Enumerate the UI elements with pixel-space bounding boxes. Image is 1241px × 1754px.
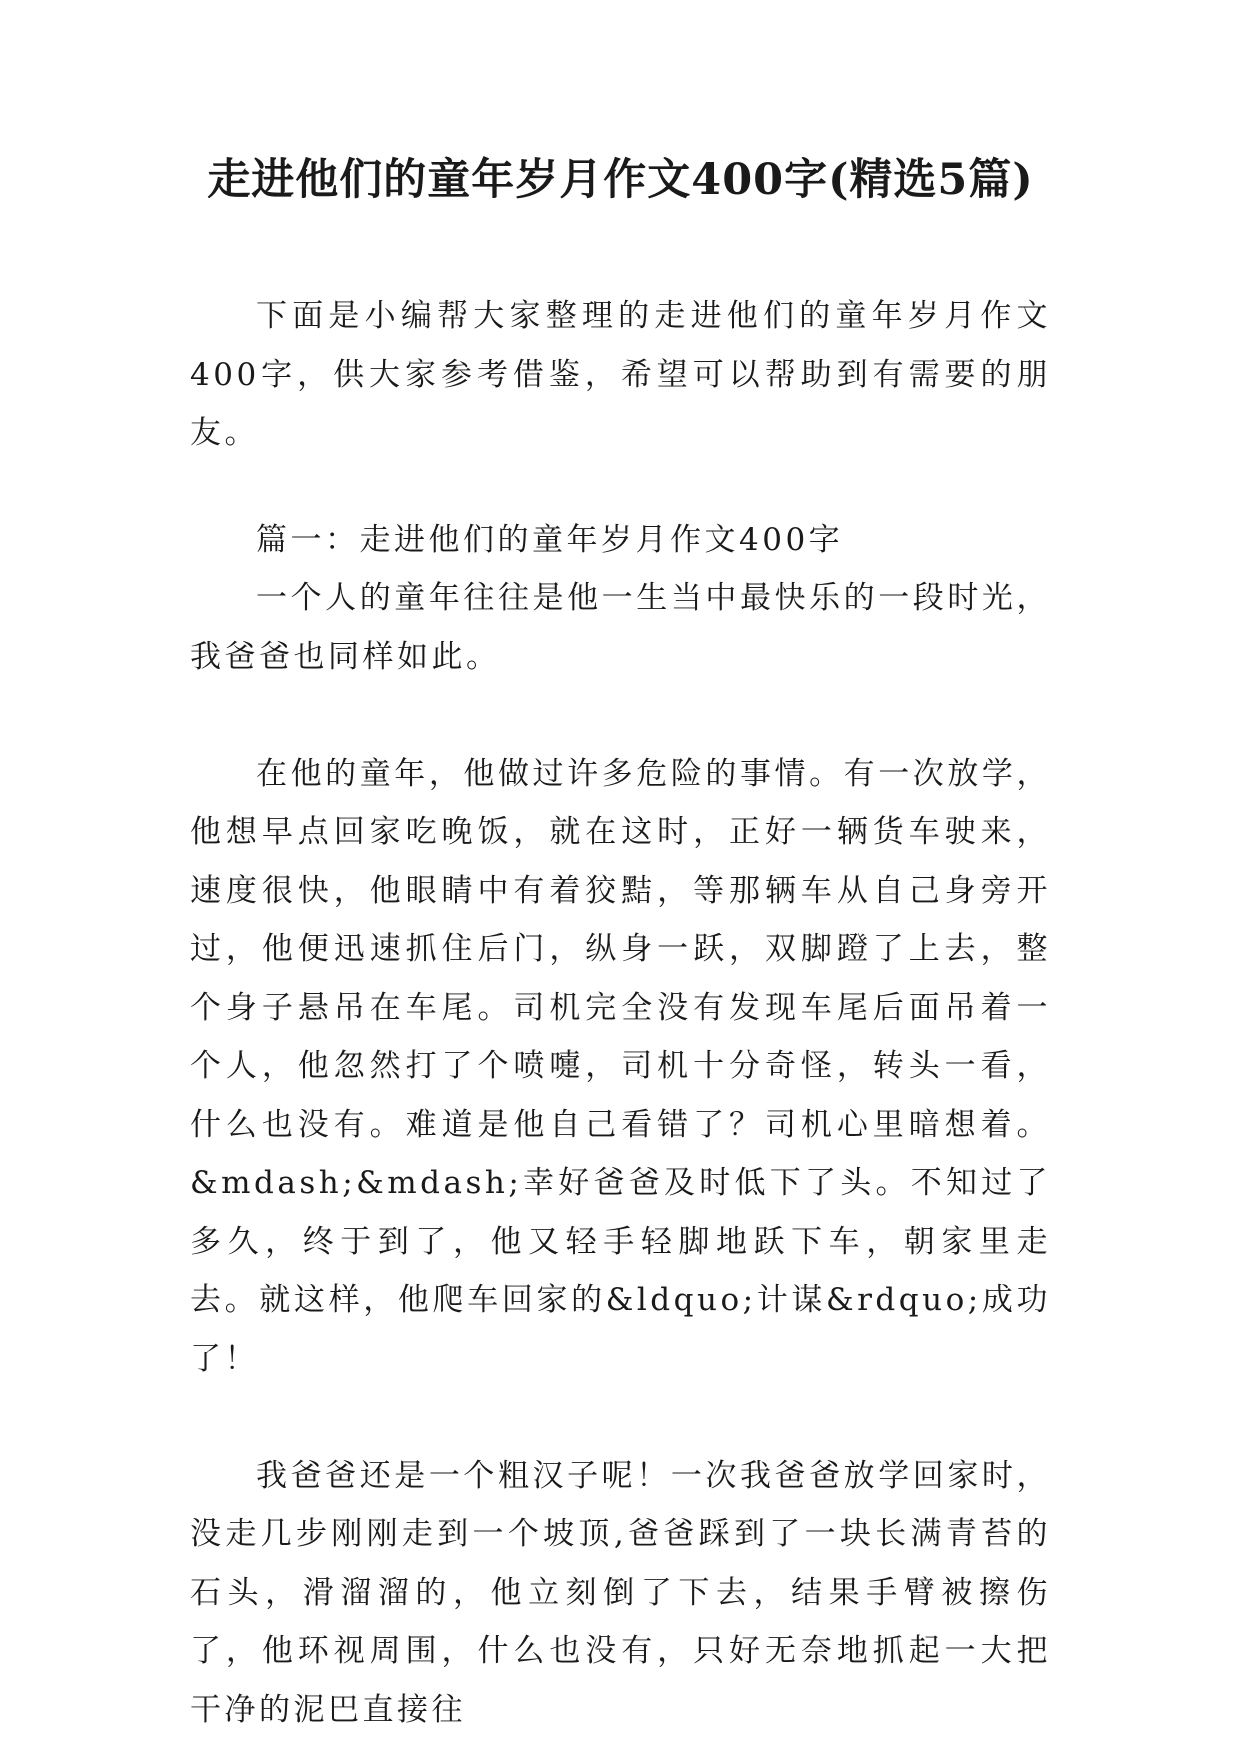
body-paragraph: 我爸爸还是一个粗汉子呢！一次我爸爸放学回家时，没走几步刚刚走到一个坡顶,爸爸踩到了一块长满青苔的石头，滑溜溜的，他立刻倒了下去，结果手臂被擦伤了，他环视周围，什么也没有，只好无奈地抓起一大把干净的泥巴直接往 [190,1457,1051,1728]
document-body [190,287,1051,1739]
body-paragraph: 在他的童年，他做过许多危险的事情。有一次放学，他想早点回家吃晚饭，就在这时，正好一辆货车驶来，速度很快，他眼睛中有着狡黠，等那辆车从自己身旁开过，他便迅速抓住后门，纵身一跃，双脚蹬了上去，整个身子悬吊在车尾。司机完全没有发现车尾后面吊着一个人，他忽然打了个喷嚏，司机十分奇怪，转头一看，什么也没有。难道是他自己看错了？司机心里暗想着。&mdash;&mdash;幸好爸爸及时低下了头。不知过了多久，终于到了，他又轻手轻脚地跃下车，朝家里走去。就这样，他爬车回家的&ldquo;计谋&rdquo;成功了！ [190,755,1051,1377]
document-title: 走进他们的童年岁月作文400字(精选5篇) [207,155,1034,205]
section-heading: 篇一：走进他们的童年岁月作文400字 [256,521,844,558]
intro-paragraph: 下面是小编帮大家整理的走进他们的童年岁月作文400字，供大家参考借鉴，希望可以帮助到有需要的朋友。 [190,298,1051,451]
body-paragraph: 一个人的童年往往是他一生当中最快乐的一段时光，我爸爸也同样如此。 [190,580,1051,675]
